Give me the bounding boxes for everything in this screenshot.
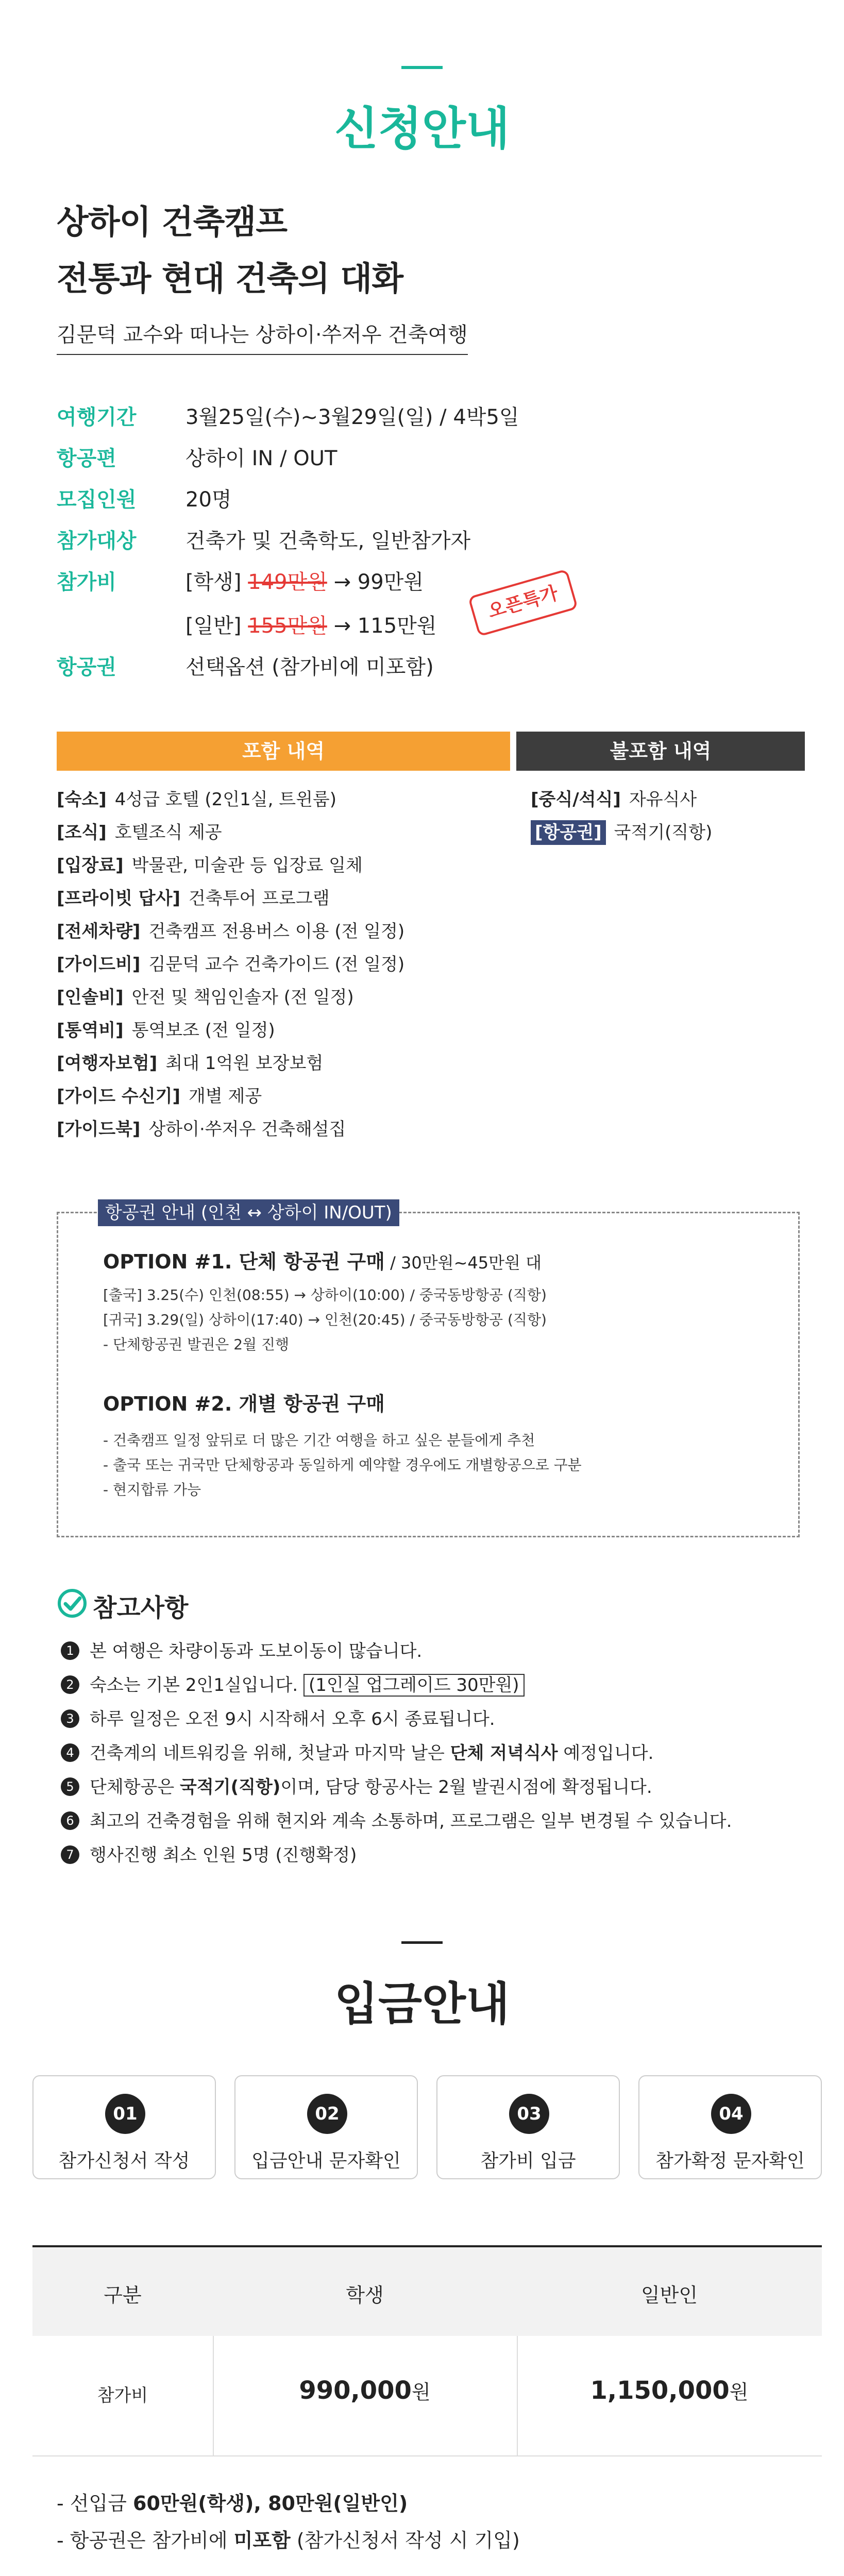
fee-general-new-price: → 115만원	[333, 614, 437, 638]
option1-return: [귀국] 3.29(일) 상하이(17:40) → 인천(20:45) / 중국동방항공 (직항)	[103, 1311, 547, 1328]
fee-student-old-price: 149만원	[248, 570, 327, 594]
note-number: 7	[61, 1845, 79, 1864]
currency-unit: 원	[411, 2381, 431, 2403]
note-bold: 미포함	[233, 2529, 291, 2552]
option2-note1: - 건축캠프 일정 앞뒤로 더 많은 기간 여행을 하고 싶은 분들에게 추천	[103, 1432, 535, 1449]
info-label: 항공편	[57, 447, 116, 470]
note-item	[61, 1740, 653, 1766]
fee-student-new-price: → 99만원	[333, 570, 424, 594]
info-value: 20명	[185, 488, 232, 512]
info-label: 참가대상	[57, 529, 137, 553]
heading-accent-bar	[401, 1941, 443, 1944]
excluded-item-text: 자유식사	[629, 789, 697, 810]
fee-general-old-price: 155만원	[248, 614, 327, 638]
included-item-tag: [인솔비]	[57, 987, 124, 1008]
included-item-tag: [가이드북]	[57, 1119, 141, 1140]
step-label: 참가신청서 작성	[58, 2150, 190, 2172]
included-item-text: 최대 1억원 보장보험	[165, 1053, 324, 1074]
excluded-header: 불포함 내역	[516, 732, 805, 771]
step-label: 참가비 입금	[480, 2150, 576, 2172]
check-circle-icon	[57, 1588, 88, 1619]
excluded-item	[531, 787, 697, 812]
note-text: 하루 일정은 오전 9시 시작해서 오후 6시 종료됩니다.	[90, 1709, 495, 1730]
option1-title-text: OPTION #1. 단체 항공권 구매	[103, 1250, 385, 1273]
option2-note2: - 출국 또는 귀국만 단체항공과 동일하게 예약할 경우에도 개별항공으로 구분	[103, 1456, 582, 1473]
info-value	[185, 567, 424, 598]
payment-note-deposit	[57, 2487, 408, 2516]
option1-title	[103, 1246, 542, 1274]
included-item-tag: [입장료]	[57, 855, 124, 876]
included-item-tag: [여행자보험]	[57, 1053, 158, 1074]
info-value: 건축가 및 건축학도, 일반참가자	[185, 529, 471, 553]
student-fee	[213, 2376, 517, 2405]
included-item-tag: [전세차량]	[57, 921, 141, 942]
step-number: 03	[509, 2094, 549, 2134]
general-fee	[517, 2376, 822, 2405]
included-item	[57, 853, 363, 878]
row-label-fee: 참가비	[97, 2385, 148, 2406]
header-general: 일반인	[640, 2284, 698, 2307]
info-value: 3월25일(수)~3월29일(일) / 4박5일	[185, 405, 519, 429]
note-number: 6	[61, 1811, 79, 1830]
note-text: 단체항공은	[90, 1777, 180, 1798]
note-text: (참가신청서 작성 시 기입)	[290, 2529, 520, 2552]
included-item	[57, 886, 330, 911]
note-text: 본 여행은 차량이동과 도보이동이 많습니다.	[90, 1641, 423, 1662]
info-value: 선택옵션 (참가비에 미포함)	[185, 655, 434, 679]
included-item-text: 4성급 호텔 (2인1실, 트윈룸)	[114, 789, 337, 810]
fee-table-header	[32, 2245, 822, 2336]
general-fee-amount: 1,150,000	[590, 2376, 730, 2405]
included-item-tag: [가이드 수신기]	[57, 1086, 180, 1107]
note-number: 3	[61, 1709, 79, 1728]
included-item-text: 통역보조 (전 일정)	[131, 1020, 275, 1041]
included-item-tag: [통역비]	[57, 1020, 124, 1041]
note-item	[61, 1808, 732, 1834]
included-item	[57, 919, 404, 944]
step-number: 01	[105, 2094, 145, 2134]
note-item	[61, 1638, 422, 1664]
heading-accent-bar	[401, 66, 443, 69]
fee-student-tag: [학생]	[185, 570, 242, 594]
trip-title-line1: 상하이 건축캠프	[57, 204, 288, 242]
note-bold: 국적기(직항)	[180, 1777, 281, 1798]
included-item-text: 호텔조식 제공	[114, 822, 222, 843]
included-item-text: 박물관, 미술관 등 입장료 일체	[131, 855, 363, 876]
included-item	[57, 1084, 262, 1109]
excluded-item-text: 국적기(직항)	[614, 822, 713, 843]
note-number: 2	[61, 1675, 79, 1694]
option1-departure: [출국] 3.25(수) 인천(08:55) → 상하이(10:00) / 중국동방항공 (직항)	[103, 1286, 547, 1303]
fee-table-row	[32, 2336, 822, 2456]
info-label: 여행기간	[57, 405, 137, 429]
step-label: 참가확정 문자확인	[655, 2150, 805, 2172]
included-item	[57, 1117, 346, 1142]
payment-step-card	[32, 2075, 216, 2179]
option2-note3: - 현지합류 가능	[103, 1481, 201, 1498]
included-item	[57, 787, 336, 812]
included-item	[57, 952, 404, 977]
open-special-stamp: 오픈특가	[468, 569, 578, 637]
note-item	[61, 1842, 357, 1868]
info-label: 모집인원	[57, 488, 137, 512]
header-student: 학생	[346, 2284, 384, 2307]
payment-step-card	[234, 2075, 418, 2179]
note-item	[61, 1706, 495, 1732]
note-text: 행사진행 최소 인원 5명 (진행확정)	[90, 1845, 357, 1866]
included-item	[57, 1018, 275, 1043]
note-text: 예정입니다.	[558, 1743, 654, 1764]
notes-title: 참고사항	[93, 1594, 189, 1622]
excluded-item-tag: [중식/석식]	[531, 789, 621, 810]
trip-subtitle: 김문덕 교수와 떠나는 상하이·쑤저우 건축여행	[57, 318, 468, 355]
included-item-text: 개별 제공	[188, 1086, 262, 1107]
included-item-tag: [가이드비]	[57, 954, 141, 975]
included-item-text: 건축캠프 전용버스 이용 (전 일정)	[148, 921, 405, 942]
included-item	[57, 985, 354, 1010]
included-item-text: 상하이·쑤저우 건축해설집	[148, 1119, 346, 1140]
included-item-text: 안전 및 책임인솔자 (전 일정)	[131, 987, 354, 1008]
option2-title: OPTION #2. 개별 항공권 구매	[103, 1393, 385, 1415]
step-number: 04	[711, 2094, 751, 2134]
fee-general-tag: [일반]	[185, 614, 242, 638]
included-item	[57, 1051, 323, 1076]
info-label: 항공권	[57, 655, 116, 679]
payment-step-card	[638, 2075, 822, 2179]
note-upgrade-box: (1인실 업그레이드 30만원)	[303, 1674, 525, 1697]
payment-step-card	[436, 2075, 620, 2179]
included-item-tag: [조식]	[57, 822, 107, 843]
included-item	[57, 820, 222, 845]
included-item-text: 김문덕 교수 건축가이드 (전 일정)	[148, 954, 405, 975]
header-category: 구분	[104, 2284, 142, 2307]
note-text: - 항공권은 참가비에	[57, 2529, 234, 2552]
airfare-box-label: 항공권 안내 (인천 ↔ 상하이 IN/OUT)	[98, 1199, 399, 1226]
note-number: 5	[61, 1777, 79, 1796]
note-text: 최고의 건축경험을 위해 현지와 계속 소통하며, 프로그램은 일부 변경될 수 있습니다.	[90, 1811, 732, 1832]
excluded-item-tag: [항공권]	[531, 820, 606, 845]
included-item-text: 건축투어 프로그램	[188, 888, 330, 909]
note-item	[61, 1672, 525, 1698]
excluded-item	[531, 820, 712, 845]
note-bold: 60만원(학생), 80만원(일반인)	[133, 2492, 408, 2515]
note-text: 이며, 담당 항공사는 2월 발권시점에 확정됩니다.	[280, 1777, 652, 1798]
step-label: 입금안내 문자확인	[251, 2150, 401, 2172]
section-heading-payment: 입금안내	[334, 1977, 510, 2030]
option1-note: - 단체항공권 발권은 2월 진행	[103, 1336, 290, 1353]
payment-note-airfare	[57, 2524, 520, 2553]
included-item-tag: [숙소]	[57, 789, 107, 810]
note-text: 숙소는 기본 2인1실입니다.	[90, 1675, 303, 1696]
note-bold: 단체 저녁식사	[450, 1743, 558, 1764]
section-heading-apply: 신청안내	[334, 102, 510, 155]
currency-unit: 원	[729, 2381, 749, 2403]
included-item-tag: [프라이빗 답사]	[57, 888, 180, 909]
trip-title-line2: 전통과 현대 건축의 대화	[57, 260, 403, 298]
included-header: 포함 내역	[57, 732, 510, 771]
note-item	[61, 1774, 652, 1800]
note-number: 4	[61, 1743, 79, 1762]
note-text: - 선입금	[57, 2492, 133, 2515]
info-value	[185, 611, 436, 641]
step-number: 02	[307, 2094, 347, 2134]
note-number: 1	[61, 1641, 79, 1660]
note-text: 건축계의 네트워킹을 위해, 첫날과 마지막 날은	[90, 1743, 450, 1764]
option1-price: / 30만원~45만원 대	[384, 1253, 542, 1273]
student-fee-amount: 990,000	[299, 2376, 412, 2405]
info-label: 참가비	[57, 570, 116, 594]
info-value: 상하이 IN / OUT	[185, 447, 337, 470]
